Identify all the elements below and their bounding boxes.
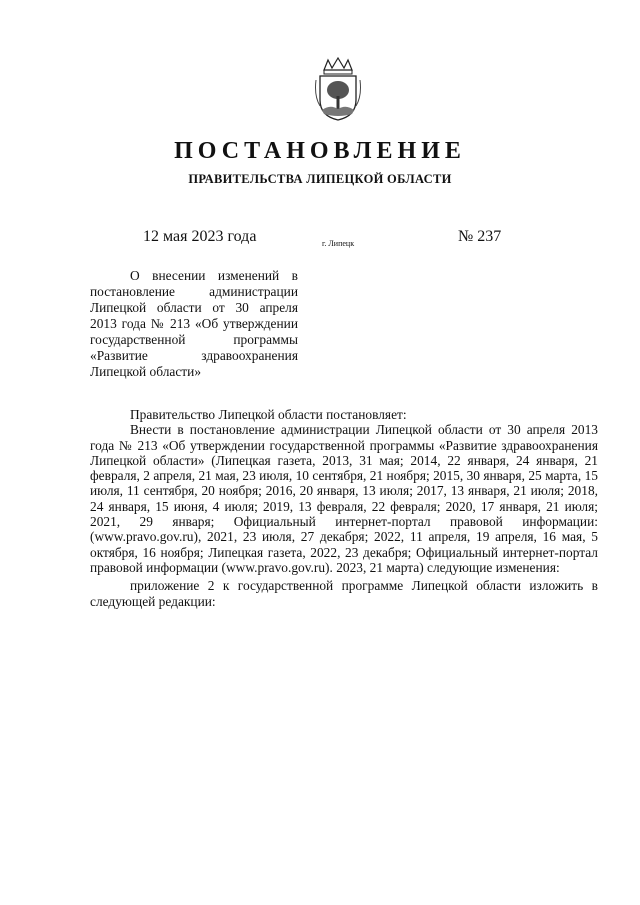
subject-text: О внесении изменений в постановление администрации Липецкой области от 30 апреля 2013 года № 213 «Об утверждении государственной программы «Развитие здравоохранения Липецкой области»	[90, 268, 298, 379]
document-body	[90, 407, 598, 609]
document-subtitle: ПРАВИТЕЛЬСТВА ЛИПЕЦКОЙ ОБЛАСТИ	[188, 172, 452, 186]
body-paragraph-2: Внести в постановление администрации Липецкой области от 30 апреля 2013 года № 213 «Об утверждении государственной программы «Развитие здравоохранения Липецкой области» (Липецкая газета, 2013, 31 мая; 2014, 22 января, 24 января, 21 февраля, 2 апреля, 21 мая, 23 июля, 10 сентября, 21 ноября; 2015, 30 января, 25 марта, 15 июля, 11 сентября, 20 ноября; 2016, 20 января, 13 июля; 2017, 13 января, 21 июля; 2018, 24 января, 15 июня, 4 июля; 2019, 13 февраля, 22 февраля; 2020, 17 января, 21 июля; 2021, 29 января; Официальный интернет-портал правовой информации: (www.pravo.gov.ru), 2021, 23 июля, 27 декабря; 2022, 11 апреля, 19 апреля, 16 мая, 5 октября, 16 ноября; Липецкая газета, 2022, 23 декабря; Официальный интернет-портал правовой информации (www.pravo.gov.ru). 2023, 21 марта) следующие изменения:	[90, 422, 598, 575]
document-subject	[90, 268, 298, 380]
document-date: 12 мая 2023 года	[143, 228, 257, 245]
document-city: г. Липецк	[322, 239, 355, 248]
body-paragraph-1: Правительство Липецкой области постановляет:	[130, 407, 407, 422]
body-paragraph-3: приложение 2 к государственной программе Липецкой области изложить в следующей редакции:	[90, 578, 598, 609]
document-title: ПОСТАНОВЛЕНИЕ	[174, 138, 466, 164]
document-number: № 237	[458, 228, 502, 245]
lipetsk-coat-of-arms-icon	[314, 56, 362, 122]
